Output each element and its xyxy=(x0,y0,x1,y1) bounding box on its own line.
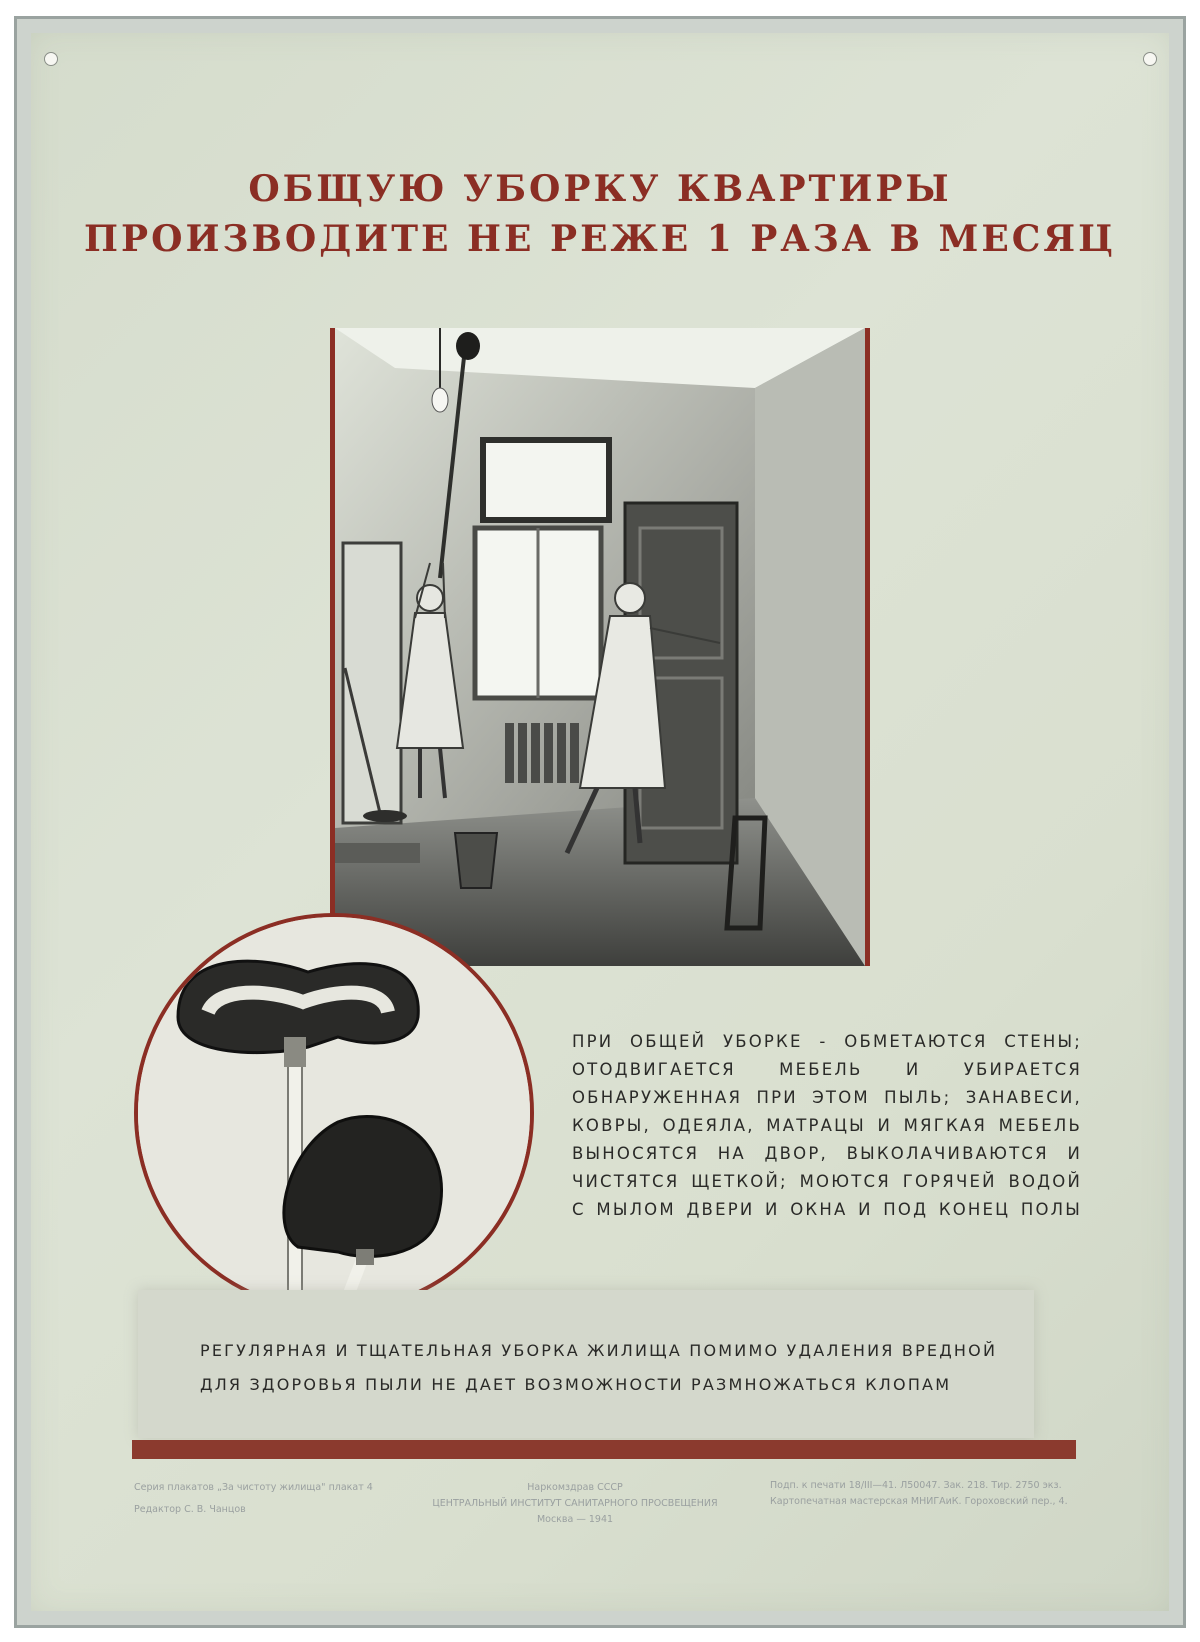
body-line: КОВРЫ, ОДЕЯЛА, МАТРАЦЫ И МЯГКАЯ МЕБЕЛЬ xyxy=(572,1116,1082,1135)
red-divider-bar xyxy=(132,1440,1076,1459)
imprint-left xyxy=(134,1480,373,1518)
imprint-institute: ЦЕНТРАЛЬНЫЙ ИНСТИТУТ САНИТАРНОГО ПРОСВЕЩЕНИЯ xyxy=(432,1498,718,1509)
note-text xyxy=(200,1334,1020,1402)
hanging-hole-right xyxy=(1143,52,1157,66)
imprint-series: Серия плакатов „За чистоту жилища" плакат 4 xyxy=(134,1482,373,1493)
body-line: ПРИ ОБЩЕЙ УБОРКЕ - ОБМЕТАЮТСЯ СТЕНЫ; xyxy=(572,1032,1082,1051)
body-line: С МЫЛОМ ДВЕРИ И ОКНА И ПОД КОНЕЦ ПОЛЫ xyxy=(572,1200,1082,1219)
note-line: ДЛЯ ЗДОРОВЬЯ ПЫЛИ НЕ ДАЕТ ВОЗМОЖНОСТИ РАЗМНОЖАТЬСЯ КЛОПАМ xyxy=(200,1375,952,1394)
hanging-hole-left xyxy=(44,52,58,66)
cleaning-room-photo xyxy=(330,328,870,966)
body-line: ОТОДВИГАЕТСЯ МЕБЕЛЬ И УБИРАЕТСЯ xyxy=(572,1060,1082,1079)
poster-title-line2: ПРОИЗВОДИТЕ НЕ РЕЖЕ 1 РАЗА В МЕСЯЦ xyxy=(84,218,1116,260)
body-line: ОБНАРУЖЕННАЯ ПРИ ЭТОМ ПЫЛЬ; ЗАНАВЕСИ, xyxy=(572,1088,1082,1107)
note-line: РЕГУЛЯРНАЯ И ТЩАТЕЛЬНАЯ УБОРКА ЖИЛИЩА ПОМИМО УДАЛЕНИЯ ВРЕДНОЙ xyxy=(200,1341,998,1360)
imprint-publisher: Наркомздрав СССР xyxy=(527,1482,623,1493)
imprint-print-info: Подп. к печати 18/III—41. Л50047. Зак. 218. Тир. 2750 экз. xyxy=(770,1480,1062,1491)
imprint-editor: Редактор С. В. Чанцов xyxy=(134,1504,246,1515)
imprint-center xyxy=(410,1480,740,1528)
body-line: ВЫНОСЯТСЯ НА ДВОР, ВЫКОЛАЧИВАЮТСЯ И xyxy=(572,1144,1082,1163)
imprint-right xyxy=(770,1478,1068,1510)
body-paragraph xyxy=(572,1028,1082,1224)
imprint-printer: Картопечатная мастерская МНИГАиК. Гороховский пер., 4. xyxy=(770,1496,1068,1507)
imprint-city-year: Москва — 1941 xyxy=(536,1514,614,1525)
poster-title-line1: ОБЩУЮ УБОРКУ КВАРТИРЫ xyxy=(248,168,952,210)
body-line: ЧИСТЯТСЯ ЩЕТКОЙ; МОЮТСЯ ГОРЯЧЕЙ ВОДОЙ xyxy=(572,1172,1082,1191)
brushes-circle-photo xyxy=(134,913,534,1313)
